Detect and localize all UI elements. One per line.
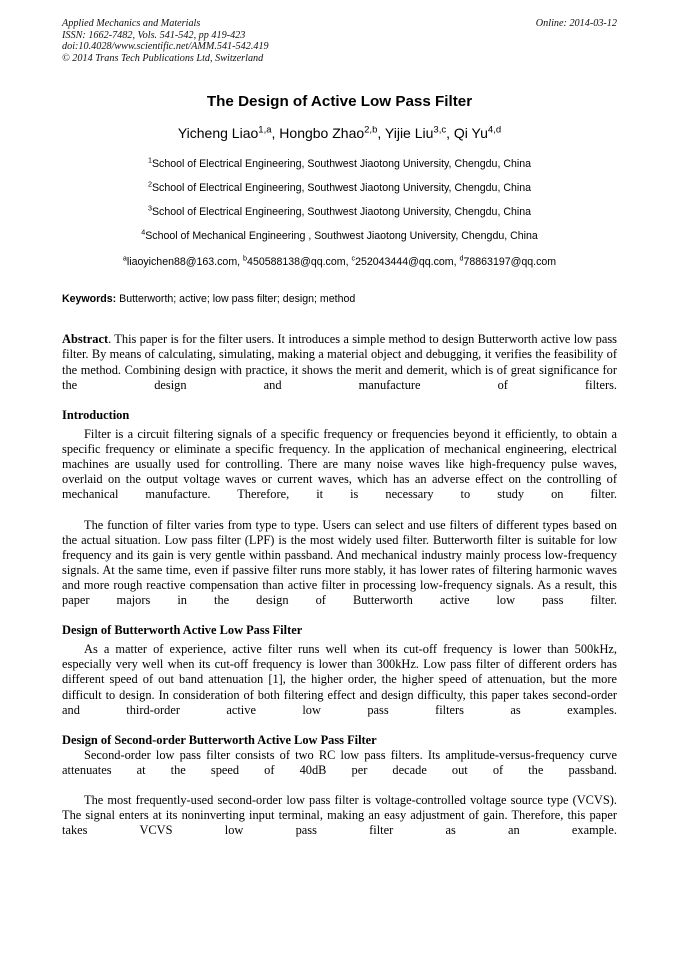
email-marker: d [459,253,464,263]
email-address[interactable]: liaoyichen88@163.com, [126,256,241,269]
section-heading-second-order: Design of Second-order Butterworth Active Low Pass Filter [62,732,377,747]
issn-line: ISSN: 1662-7482, Vols. 541-542, pp 419-423 [62,29,246,41]
affiliation-line [62,203,617,219]
email-marker: a [122,253,127,263]
author-name: Yicheng Liao [177,125,259,142]
paragraph: Second-order low pass filter consists of two RC low pass filters. Its amplitude-versus-frequency curve attenuates at the speed of 40dB per decade out of the passband. [62,747,617,777]
affiliation-text: School of Electrical Engineering, Southwest Jiaotong University, Chengdu, China [151,158,532,171]
author-affiliation-marker: 2,b [364,124,378,136]
affiliation-text: School of Electrical Engineering, Southwest Jiaotong University, Chengdu, China [151,206,532,219]
author-affiliation-marker: 1,a [258,124,272,136]
paper-title: The Design of Active Low Pass Filter [206,93,473,111]
journal-name: Applied Mechanics and Materials [62,18,201,29]
author-name: Hongbo Zhao [279,125,365,142]
doi-line: doi:10.4028/www.scientific.net/AMM.541-542.419 [62,41,269,53]
section-heading-introduction: Introduction [62,407,130,422]
email-marker: c [351,253,356,263]
author-list: Yicheng Liao$^{1,a}$, Hongbo Zhao$^{2,b}$, Yijie Liu$^{3,c}$, Qi Yu$^{4,d}$ [177,124,502,142]
author-affiliation-marker: 3,c [433,124,447,136]
paragraph: As a matter of experience, active filter runs well when its cut-off frequency is lower than 500kHz, especially very well when its cut-off frequency is lower than 300kHz. Low pass filter of different orders has different speed of out band attenuation [1], the higher order, the higher speed of attenuation, but the more difficult to design. In consideration of both filtering effect and design difficulty, this paper takes second-order and third-order active low pass filters as examples. [62,642,617,717]
affiliation-marker: 1 [147,155,152,165]
affiliation-marker: 4 [141,227,146,237]
affiliation-marker: 3 [147,203,152,213]
abstract-label: Abstract [62,332,109,347]
author-entry [454,125,501,141]
affiliation-line [62,179,617,195]
author-name: Yijie Liu [384,125,434,142]
keywords-line [62,293,617,306]
email-marker: b [243,253,248,263]
abstract-text: . This paper is for the filter users. It introduces a simple method to design Butterworth active low pass filter. By means of calculating, simulating, making a material object and debugging, it verifies the feasibility of the method. Combining design with practice, it shows the merit and demerit, which is of great significance for the design and manufacture of filters. [62,332,617,392]
author-emails [62,253,617,269]
author-entry [178,125,272,141]
affiliation-line [62,155,617,171]
author-entry [279,125,377,141]
paragraph: The most frequently-used second-order low pass filter is voltage-controlled voltage source type (VCVS). The signal enters at its noninverting input terminal, making an easy adjustment of gain. Therefore, this paper takes VCVS low pass filter as an example. [62,793,617,838]
abstract-block [62,332,617,407]
affiliation-marker: 2 [147,179,152,189]
affiliation-line [62,227,617,243]
journal-masthead [62,18,617,64]
masthead-top-row [62,18,617,30]
author-entry [385,125,446,141]
paragraph: The function of filter varies from type to type. Users can select and use filters of different types based on the actual situation. Low pass filter (LPF) is the most widely used filter. Butterworth filter is suitable for low frequency and its gain is very gentle within passband. And mechanical industry mainly process low-frequency signals. At the same time, even if passive filter runs more stably, it has lower rates of filtering harmonic waves and more rough reactive compensation than active filter in processing low-frequency signals. As a result, this paper majors in the design of Butterworth active low pass filter. [62,517,617,607]
email-address[interactable]: 252043444@qq.com, [355,256,457,269]
affiliation-text: School of Mechanical Engineering , Southwest Jiaotong University, Chengdu, China [145,230,538,243]
copyright-line: © 2014 Trans Tech Publications Ltd, Switzerland [62,52,264,64]
online-date: Online: 2014-03-12 [535,18,617,29]
section-heading-design: Design of Butterworth Active Low Pass Filter [62,623,303,638]
paragraph: Filter is a circuit filtering signals of a specific frequency or frequencies beyond it efficiently, to obtain a specific frequency or eliminate a specific frequency. In the application of mechanical engineering, electrical machines are usually used for controlling. There are many noise waves like high-frequency pulse waves, overlaid on the output voltage waves or current waves, which has an adverse effect on the controlling of mechanical manufacture. Therefore, it is necessary to study on filter. [62,426,617,502]
email-address[interactable]: 78863197@qq.com [463,256,557,269]
author-name: Qi Yu [453,125,488,142]
email-address[interactable]: 450588138@qq.com, [247,256,349,269]
keywords-label: Keywords: [62,293,117,306]
affiliation-text: School of Electrical Engineering, Southwest Jiaotong University, Chengdu, China [151,182,532,195]
keywords-text: Butterworth; active; low pass filter; design; method [119,293,356,306]
author-affiliation-marker: 4,d [487,124,502,136]
